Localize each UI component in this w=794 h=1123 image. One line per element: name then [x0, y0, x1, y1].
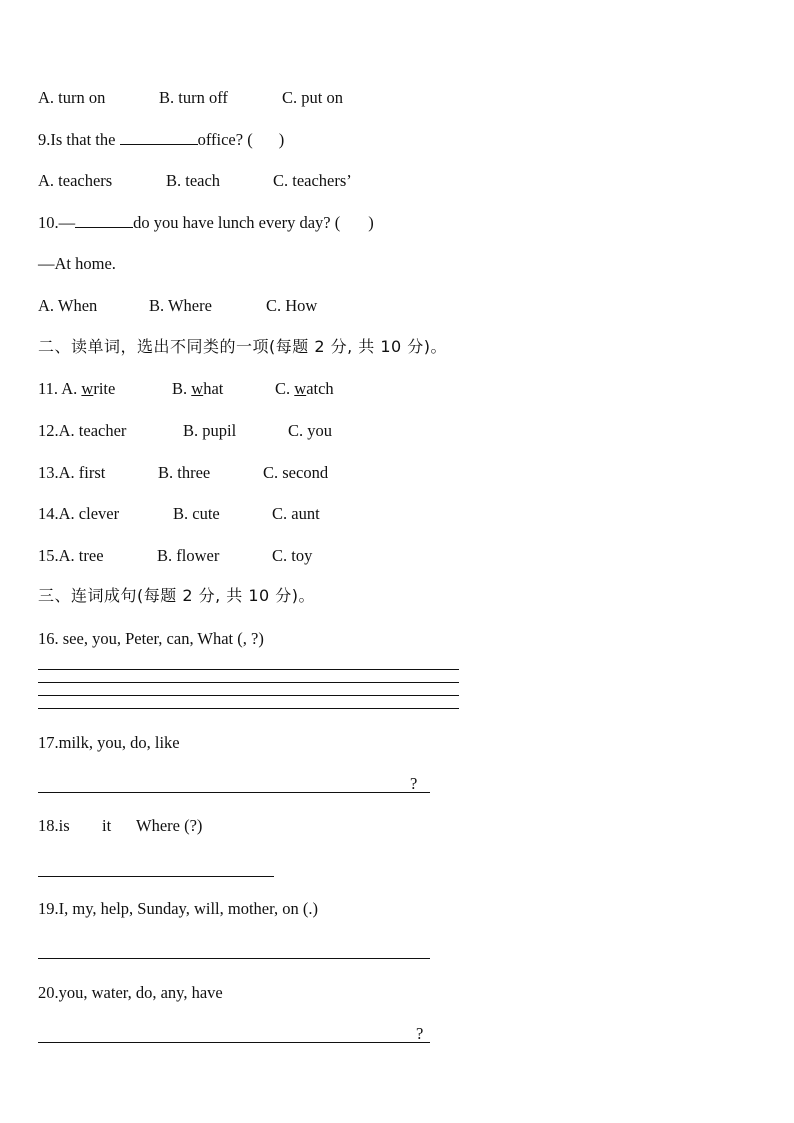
- q11-number: 11.: [38, 379, 62, 398]
- q9-option-c: C. teachers’: [273, 171, 352, 190]
- q14-number: 14.: [38, 504, 59, 523]
- q9-suffix: office? (: [197, 130, 253, 149]
- q11-b-prefix: B.: [172, 379, 192, 398]
- q14-option-b: B. cute: [173, 504, 220, 523]
- q12-option-a: [38, 421, 126, 441]
- q15-option-c: C. toy: [272, 546, 313, 565]
- section-2-heading: 二、读单词，选出不同类的一项(每题 2 分, 共 10 分)。: [38, 337, 448, 356]
- q11-a-rest: rite: [93, 379, 116, 398]
- q8-option-b: B. turn off: [159, 88, 228, 107]
- q10-option-a: A. When: [38, 296, 98, 315]
- q11-label: [38, 379, 115, 399]
- q18-word-1: 18.is: [38, 816, 70, 835]
- q8-option-a: A. turn on: [38, 88, 106, 107]
- q20-prompt: 20.you, water, do, any, have: [38, 983, 223, 1002]
- q8-option-c: C. put on: [282, 88, 343, 107]
- q11-option-b: [172, 379, 223, 399]
- q13-number: 13.: [38, 463, 59, 482]
- q19-answer-line[interactable]: [38, 958, 430, 959]
- q17-answer-line[interactable]: [38, 792, 430, 793]
- q9-close: ): [278, 130, 285, 149]
- q13-option-c: C. second: [263, 463, 329, 482]
- q15-option-b: B. flower: [157, 546, 220, 565]
- q11-c-rest: atch: [306, 379, 334, 398]
- q10-blank[interactable]: [75, 213, 133, 228]
- q14-option-a: [38, 504, 119, 524]
- q12-option-b: B. pupil: [183, 421, 237, 440]
- q16-answer-line-2[interactable]: [38, 682, 459, 683]
- q10-answer: —At home.: [38, 254, 116, 273]
- q19-prompt: 19.I, my, help, Sunday, will, mother, on (.): [38, 899, 318, 918]
- q11-option-c: [275, 379, 334, 399]
- q16-prompt: 16. see, you, Peter, can, What (, ?): [38, 629, 264, 648]
- q9-option-a: A. teachers: [38, 171, 113, 190]
- q11-b-rest: hat: [203, 379, 224, 398]
- q11-c-prefix: C.: [275, 379, 295, 398]
- q17-prompt: 17.milk, you, do, like: [38, 733, 180, 752]
- q14-option-a-text: A. clever: [58, 504, 120, 523]
- q17-question-mark: ?: [410, 774, 418, 793]
- q9-prefix: 9.Is that the: [38, 130, 116, 149]
- q11-a-underlined: w: [81, 379, 94, 398]
- q14-option-c: C. aunt: [272, 504, 320, 523]
- q16-answer-line-4[interactable]: [38, 708, 459, 709]
- q20-question-mark: ?: [416, 1024, 424, 1043]
- q10-question: [38, 213, 374, 233]
- q15-option-a-text: A. tree: [58, 546, 104, 565]
- q11-b-underlined: w: [191, 379, 204, 398]
- q9-blank[interactable]: [120, 130, 198, 145]
- q13-option-a: [38, 463, 105, 483]
- q16-answer-line-1[interactable]: [38, 669, 459, 670]
- q15-number: 15.: [38, 546, 59, 565]
- q10-option-b: B. Where: [149, 296, 212, 315]
- q10-option-c: C. How: [266, 296, 318, 315]
- q12-option-c: C. you: [288, 421, 333, 440]
- q15-option-a: [38, 546, 104, 566]
- q13-option-b: B. three: [158, 463, 211, 482]
- section-3-heading: 三、连词成句(每题 2 分, 共 10 分)。: [38, 586, 316, 605]
- q12-number: 12.: [38, 421, 59, 440]
- q16-answer-line-3[interactable]: [38, 695, 459, 696]
- q12-option-a-text: A. teacher: [58, 421, 127, 440]
- q10-close: ): [368, 213, 374, 232]
- q11-c-underlined: w: [294, 379, 307, 398]
- q18-word-2: it: [102, 816, 112, 835]
- q9-option-b: B. teach: [166, 171, 221, 190]
- q20-answer-line[interactable]: [38, 1042, 430, 1043]
- q10-suffix: do you have lunch every day? (: [133, 213, 341, 232]
- q18-answer-line[interactable]: [38, 876, 274, 877]
- q9-question: [38, 130, 284, 150]
- q11-a-prefix: A.: [61, 379, 82, 398]
- q10-prefix: 10.—: [38, 213, 76, 232]
- q13-option-a-text: A. first: [58, 463, 106, 482]
- q18-word-3: Where (?): [136, 816, 203, 835]
